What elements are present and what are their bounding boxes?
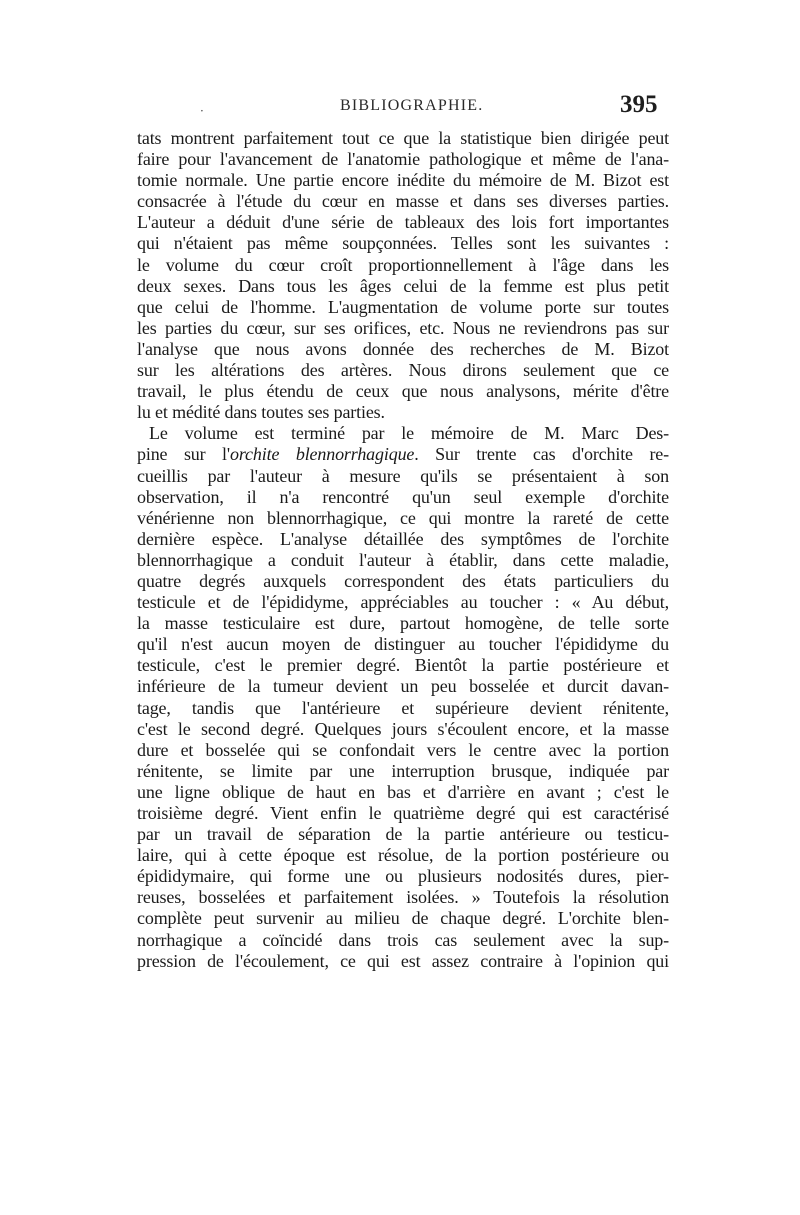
text-line: épididymaire, qui forme une ou plusieurs nodosités dures, pier- bbox=[137, 866, 669, 887]
text-line: deux sexes. Dans tous les âges celui de la femme est plus petit bbox=[137, 275, 669, 296]
text-line: une ligne oblique de haut en bas et d'arrière en avant ; c'est le bbox=[137, 781, 669, 802]
text-line-paragraph-end: lu et médité dans toutes ses parties. bbox=[137, 402, 385, 423]
text-line: faire pour l'avancement de l'anatomie pathologique et même de l'ana- bbox=[137, 149, 669, 170]
text-line: qui n'étaient pas même soupçonnées. Telles sont les suivantes : bbox=[137, 233, 669, 254]
text-line: consacrée à l'étude du cœur en masse et dans ses diverses parties. bbox=[137, 191, 669, 212]
text-line: norrhagique a coïncidé dans trois cas seulement avec la sup- bbox=[137, 929, 669, 950]
text-line: quatre degrés auxquels correspondent des états particuliers du bbox=[137, 570, 669, 591]
text-line: qu'il n'est aucun moyen de distinguer au toucher l'épididyme du bbox=[137, 634, 669, 655]
text-line: par un travail de séparation de la partie antérieure ou testicu- bbox=[137, 824, 669, 845]
text-line: l'analyse que nous avons donnée des recherches de M. Bizot bbox=[137, 338, 669, 359]
text-line: reuses, bosselées et parfaitement isolées. » Toutefois la résolution bbox=[137, 887, 669, 908]
text-line: complète peut survenir au milieu de chaque degré. L'orchite blen- bbox=[137, 908, 669, 929]
text-line: que celui de l'homme. L'augmentation de volume porte sur toutes bbox=[137, 296, 669, 317]
body-text bbox=[137, 128, 669, 972]
text-line: L'auteur a déduit d'une série de tableaux des lois fort importantes bbox=[137, 212, 669, 233]
text-line: cueillis par l'auteur à mesure qu'ils se présentaient à son bbox=[137, 465, 669, 486]
text-line-paragraph-start: Le volume est terminé par le mémoire de M. Marc Des- bbox=[149, 423, 669, 444]
text-line: inférieure de la tumeur devient un peu bosselée et durcit davan- bbox=[137, 676, 669, 697]
text-line: rénitente, se limite par une interruption brusque, indiquée par bbox=[137, 760, 669, 781]
text-line: laire, qui à cette époque est résolue, de la portion postérieure ou bbox=[137, 845, 669, 866]
text-line: travail, le plus étendu de ceux que nous analysons, mérite d'être bbox=[137, 381, 669, 402]
text-line: troisième degré. Vient enfin le quatrième degré qui est caractérisé bbox=[137, 803, 669, 823]
text-line: tats montrent parfaitement tout ce que la statistique bien dirigée peut bbox=[137, 128, 669, 148]
text-line: vénérienne non blennorrhagique, ce qui montre la rareté de cette bbox=[137, 507, 669, 528]
page-number: 395 bbox=[620, 91, 658, 118]
running-title: BIBLIOGRAPHIE. bbox=[340, 97, 484, 114]
text-line: pine sur l'orchite blennorrhagique. Sur trente cas d'orchite re- bbox=[137, 444, 669, 465]
header-ornament: · bbox=[200, 104, 204, 118]
text-line: dernière espèce. L'analyse détaillée des symptômes de l'orchite bbox=[137, 528, 669, 549]
text-line: les parties du cœur, sur ses orifices, etc. Nous ne reviendrons pas sur bbox=[137, 317, 669, 338]
text-line: le volume du cœur croît proportionnellement à l'âge dans les bbox=[137, 254, 669, 275]
text-line: testicule et de l'épididyme, appréciables au toucher : « Au début, bbox=[137, 592, 669, 613]
text-line: blennorrhagique a conduit l'auteur à établir, dans cette maladie, bbox=[137, 549, 669, 570]
text-line: dure et bosselée qui se confondait vers le centre avec la portion bbox=[137, 739, 669, 760]
text-line: tomie normale. Une partie encore inédite du mémoire de M. Bizot est bbox=[137, 170, 669, 191]
italic-title: orchite blennorrhagique bbox=[230, 444, 415, 465]
text-line: la masse testiculaire est dure, partout homogène, de telle sorte bbox=[137, 613, 669, 634]
text-line: observation, il n'a rencontré qu'un seul exemple d'orchite bbox=[137, 486, 669, 507]
text-line: testicule, c'est le premier degré. Bientôt la partie postérieure et bbox=[137, 655, 669, 676]
text-line: pression de l'écoulement, ce qui est assez contraire à l'opinion qui bbox=[137, 950, 669, 971]
text-line: sur les altérations des artères. Nous dirons seulement que ce bbox=[137, 360, 669, 381]
text-line: c'est le second degré. Quelques jours s'écoulent encore, et la masse bbox=[137, 718, 669, 739]
text-line: tage, tandis que l'antérieure et supérieure devient rénitente, bbox=[137, 697, 669, 718]
